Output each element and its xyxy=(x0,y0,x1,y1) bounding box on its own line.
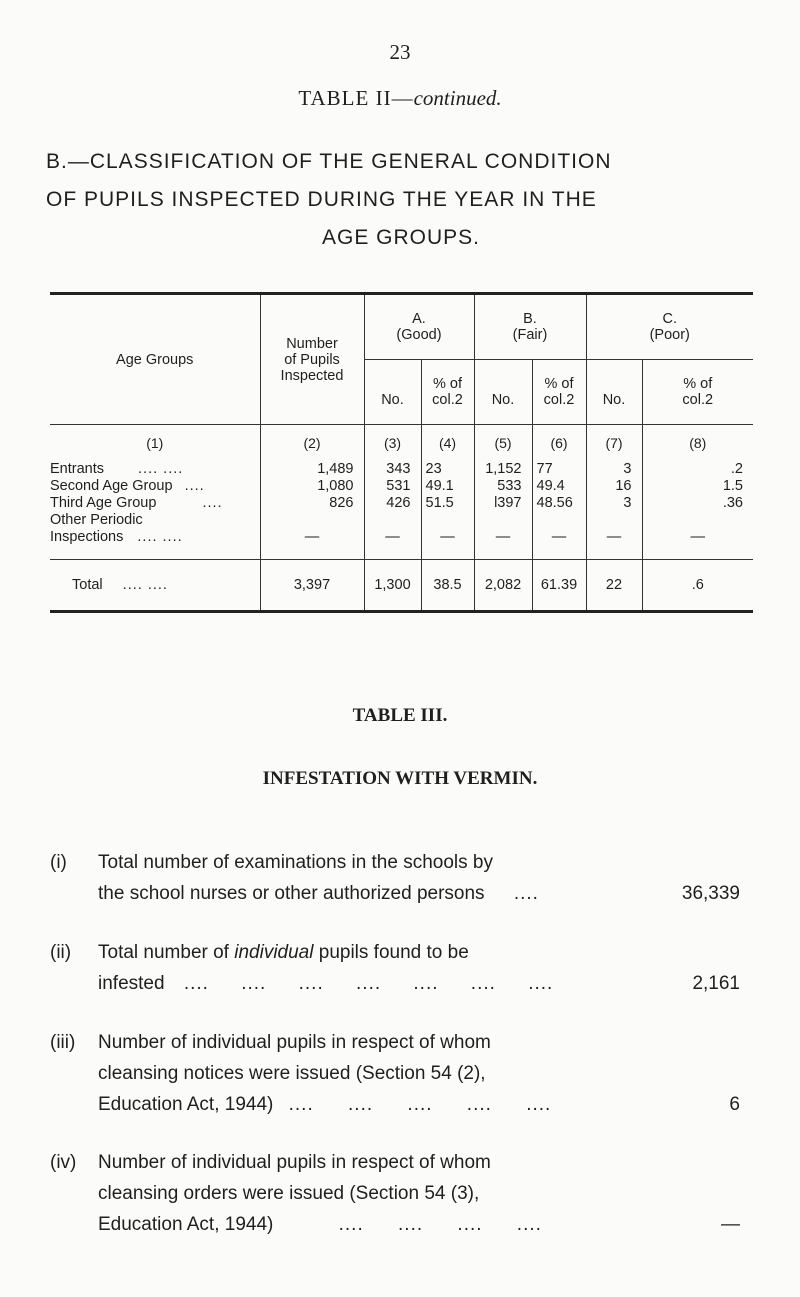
table-row xyxy=(50,461,753,478)
row-label: Entrants .... .... xyxy=(50,461,260,478)
cell-a-pct: — xyxy=(421,529,474,559)
total-c-pct: .6 xyxy=(642,559,753,611)
row-label: Second Age Group .... xyxy=(50,478,260,495)
item-value: — xyxy=(721,1214,740,1235)
cell-b-no: — xyxy=(474,529,532,559)
col-num-5: (5) xyxy=(474,425,532,462)
row-label: Other Periodic xyxy=(50,512,260,529)
table2-subtitle xyxy=(46,143,756,257)
cell-pupils: 1,489 xyxy=(260,461,364,478)
item-value: 6 xyxy=(729,1094,740,1115)
total-row xyxy=(50,559,753,611)
cell-b-no: 1,152 xyxy=(474,461,532,478)
item-line-1: Number of individual pupils in respect of whom xyxy=(98,1152,491,1173)
total-label: Total .... .... xyxy=(50,559,260,611)
col-num-8: (8) xyxy=(642,425,753,462)
cell-c-pct: — xyxy=(690,529,705,545)
cell-b-pct: 48.56 xyxy=(532,495,586,512)
total-a-pct: 38.5 xyxy=(421,559,474,611)
col-num-1: (1) xyxy=(50,425,260,462)
table-row xyxy=(50,512,753,529)
cell-b-no: l397 xyxy=(474,495,532,512)
header-a-pct: % of col.2 xyxy=(421,360,474,425)
item-line-2: cleansing notices were issued (Section 54 (2), xyxy=(98,1063,486,1084)
table-row xyxy=(50,478,753,495)
item-line-2: cleansing orders were issued (Section 54 (3), xyxy=(98,1183,480,1204)
header-number-pupils: Number of Pupils Inspected xyxy=(260,294,364,425)
cell-c-no: 16 xyxy=(586,478,642,495)
cell-b-no: 533 xyxy=(474,478,532,495)
item-numeral: (ii) xyxy=(50,942,72,963)
cell-c-no: — xyxy=(586,529,642,559)
item-line-2: the school nurses or other authorized persons .... xyxy=(98,883,539,904)
table3-title: TABLE III. xyxy=(352,705,448,726)
cell-pupils: 826 xyxy=(260,495,364,512)
header-c-no: No. xyxy=(586,360,642,425)
col-num-6: (6) xyxy=(532,425,586,462)
header-b-pct: % of col.2 xyxy=(532,360,586,425)
header-a-no: No. xyxy=(364,360,421,425)
item-line-3: Education Act, 1944) .... .... .... .... .... xyxy=(98,1094,552,1115)
table3-subtitle: INFESTATION WITH VERMIN. xyxy=(262,768,538,789)
item-line-3: Education Act, 1944) .... .... .... .... xyxy=(98,1214,542,1235)
cell-a-pct: 23 xyxy=(421,461,474,478)
cell-pupils: 1,080 xyxy=(260,478,364,495)
item-line-1: Number of individual pupils in respect of whom xyxy=(98,1032,491,1053)
subtitle-line-2: OF PUPILS INSPECTED DURING THE YEAR IN THE xyxy=(46,188,597,211)
item-numeral: (i) xyxy=(50,852,67,873)
total-a-no: 1,300 xyxy=(364,559,421,611)
table-row xyxy=(50,529,753,559)
cell-a-no: 426 xyxy=(364,495,421,512)
table-row xyxy=(50,495,753,512)
cell-c-no: 3 xyxy=(586,461,642,478)
column-number-row xyxy=(50,425,753,462)
item-numeral: (iii) xyxy=(50,1032,76,1053)
table2-title-prefix: TABLE II— xyxy=(298,86,414,110)
cell-c-no: 3 xyxy=(586,495,642,512)
item-value: 2,161 xyxy=(692,973,740,994)
cell-c-pct: 1.5 xyxy=(722,478,743,494)
cell-b-pct: — xyxy=(532,529,586,559)
cell-c-pct: .36 xyxy=(722,495,743,511)
row-label: Inspections .... .... xyxy=(50,529,260,559)
general-condition-table xyxy=(50,292,753,613)
header-group-b: B. (Fair) xyxy=(474,294,586,360)
item-line-2: infested .... .... .... .... .... .... .... xyxy=(98,973,554,994)
subtitle-line-1: B.—CLASSIFICATION OF THE GENERAL CONDITION xyxy=(46,150,612,173)
header-group-a: A. (Good) xyxy=(364,294,474,360)
header-age-groups: Age Groups xyxy=(50,294,260,425)
header-b-no: No. xyxy=(474,360,532,425)
cell-c-pct: .2 xyxy=(730,461,743,477)
cell-b-pct: 49.4 xyxy=(532,478,586,495)
header-group-c: C. (Poor) xyxy=(586,294,753,360)
total-pupils: 3,397 xyxy=(260,559,364,611)
item-line-1: Total number of examinations in the schools by xyxy=(98,852,493,873)
table2-title xyxy=(0,86,800,111)
header-c-pct: % of col.2 xyxy=(642,360,753,425)
cell-a-no: — xyxy=(364,529,421,559)
subtitle-line-3: AGE GROUPS. xyxy=(321,226,481,249)
cell-a-pct: 51.5 xyxy=(421,495,474,512)
cell-a-no: 531 xyxy=(364,478,421,495)
cell-a-pct: 49.1 xyxy=(421,478,474,495)
total-b-no: 2,082 xyxy=(474,559,532,611)
page-number: 23 xyxy=(389,40,411,64)
cell-pupils: — xyxy=(260,529,364,559)
col-num-7: (7) xyxy=(586,425,642,462)
total-b-pct: 61.39 xyxy=(532,559,586,611)
col-num-2: (2) xyxy=(260,425,364,462)
cell-b-pct: 77 xyxy=(532,461,586,478)
item-line-1: Total number of individual pupils found to be xyxy=(98,942,469,963)
cell-a-no: 343 xyxy=(364,461,421,478)
col-num-3: (3) xyxy=(364,425,421,462)
col-num-4: (4) xyxy=(421,425,474,462)
table2-title-suffix: continued. xyxy=(413,86,502,110)
item-value: 36,339 xyxy=(681,883,740,904)
item-numeral: (iv) xyxy=(50,1152,77,1173)
row-label: Third Age Group .... xyxy=(50,495,260,512)
total-c-no: 22 xyxy=(586,559,642,611)
